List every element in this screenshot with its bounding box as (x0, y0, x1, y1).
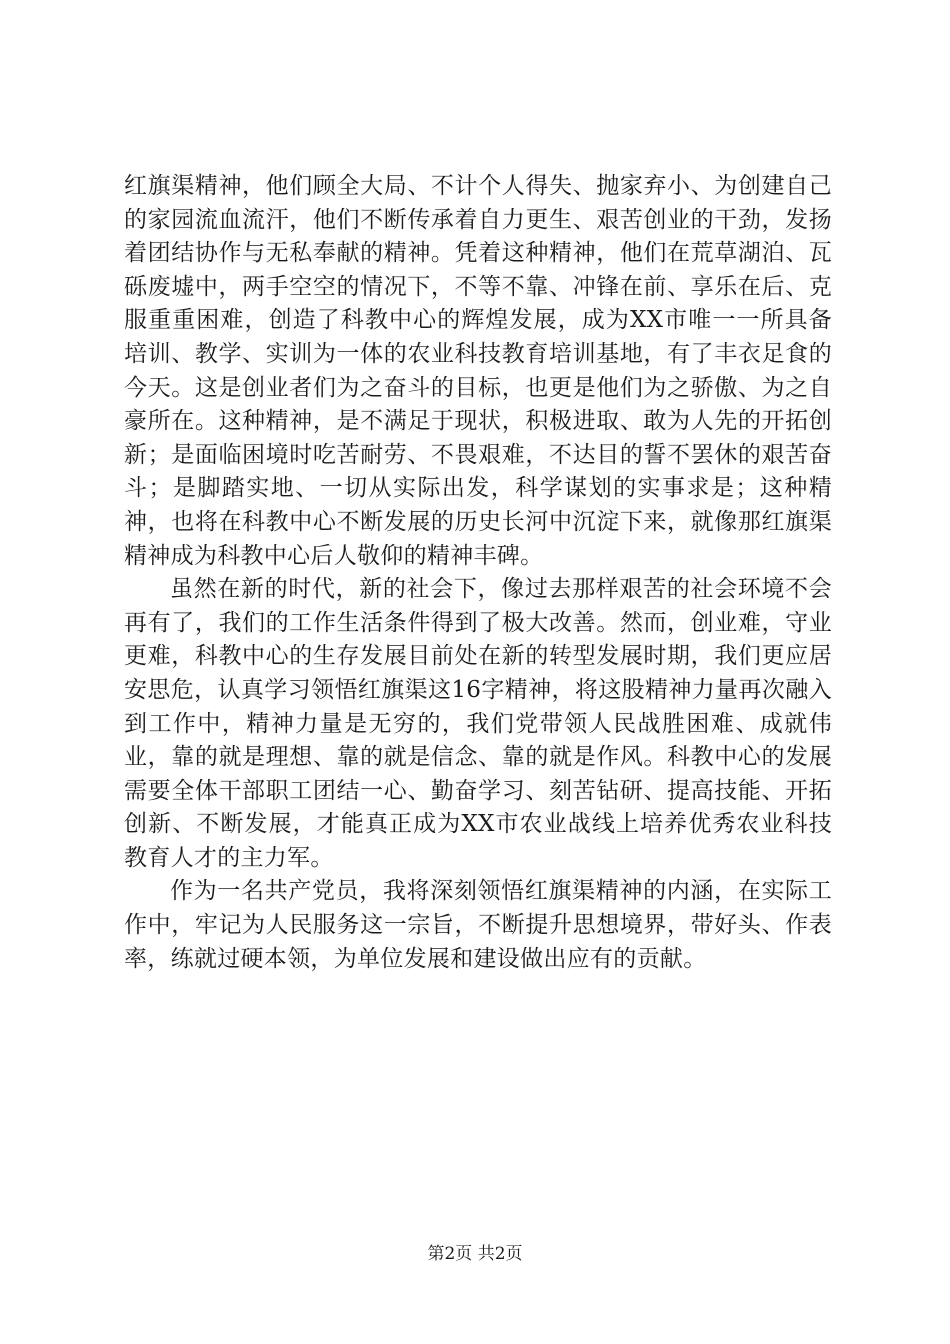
document-body (124, 170, 832, 976)
paragraph: 虽然在新的时代，新的社会下，像过去那样艰苦的社会环境不会再有了，我们的工作生活条件得到了极大改善。然而，创业难，守业更难，科教中心的生存发展目前处在新的转型发展时期，我们更应居安思危，认真学习领悟红旗渠这16字精神，将这股精神力量再次融入到工作中，精神力量是无穷的，我们党带领人民战胜困难、成就伟业，靠的就是理想、靠的就是信念、靠的就是作风。科教中心的发展需要全体干部职工团结一心、勤奋学习、刻苦钻研、提高技能、开拓创新、不断发展，才能真正成为XX市农业战线上培养优秀农业科技教育人才的主力军。 (124, 576, 832, 871)
paragraph: 作为一名共产党员，我将深刻领悟红旗渠精神的内涵，在实际工作中，牢记为人民服务这一宗旨，不断提升思想境界，带好头、作表率，练就过硬本领，为单位发展和建设做出应有的贡献。 (124, 878, 832, 972)
page-number-footer: 第2页 共2页 (427, 1244, 523, 1264)
paragraph-continuation: 红旗渠精神，他们顾全大局、不计个人得失、抛家弃小、为创建自己的家园流血流汗，他们不断传承着自力更生、艰苦创业的干劲，发扬着团结协作与无私奉献的精神。凭着这种精神，他们在荒草湖泊、瓦砾废墟中，两手空空的情况下，不等不靠、冲锋在前、享乐在后、克服重重困难，创造了科教中心的辉煌发展，成为XX市唯一一所具备培训、教学、实训为一体的农业科技教育培训基地，有了丰衣足食的今天。这是创业者们为之奋斗的目标，也更是他们为之骄傲、为之自豪所在。这种精神，是不满足于现状，积极进取、敢为人先的开拓创新；是面临困境时吃苦耐劳、不畏艰难，不达目的誓不罢休的艰苦奋斗；是脚踏实地、一切从实际出发，科学谋划的实事求是；这种精神，也将在科教中心不断发展的历史长河中沉淀下来，就像那红旗渠精神成为科教中心后人敬仰的精神丰碑。 (124, 173, 832, 569)
